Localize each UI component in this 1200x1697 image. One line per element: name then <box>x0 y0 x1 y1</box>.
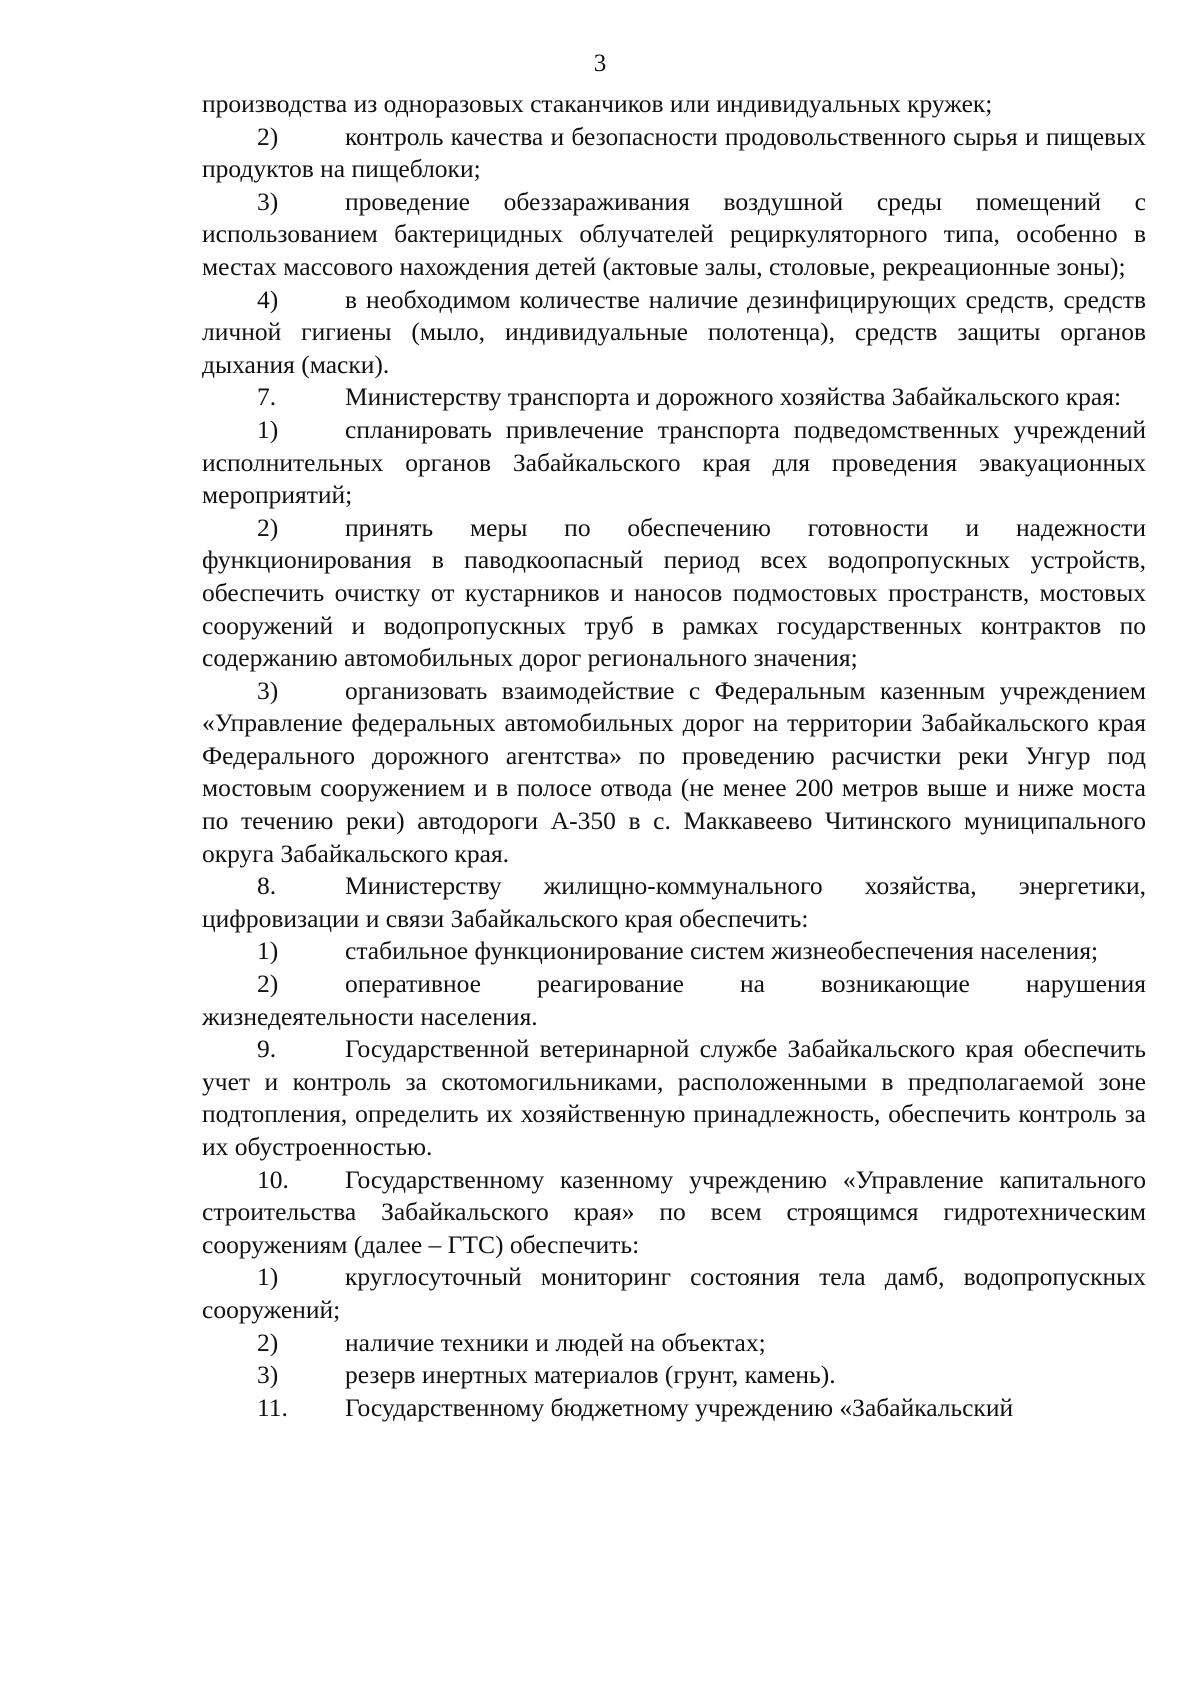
item-number: 2) <box>257 1327 279 1357</box>
list-item <box>202 968 1146 1033</box>
item-number: 4) <box>257 284 279 314</box>
item-number: 2) <box>257 121 279 151</box>
list-item <box>202 1359 1146 1392</box>
item-number: 2) <box>257 512 279 542</box>
section-item <box>202 1392 1146 1425</box>
paragraph-text: наличие техники и людей на объектах; <box>345 1327 766 1357</box>
paragraph-text: принять меры по обеспечению готовности и надежности функционирования в паводкоопасный период всех водопропускных устройств, обеспечить очистку от кустарников и наносов подмостовых пространств, мостовых сооружений и водопропускных труб в рамках государственных контрактов по содержанию автомобильных дорог регионального значения; <box>202 512 1146 673</box>
paragraph-text: Государственной ветеринарной службе Забайкальского края обеспечить учет и контроль за скотомогильниками, расположенными в предполагаемой зоне подтопления, определить их хозяйственную принадлежность, обеспечить контроль за их обустроенностью. <box>202 1034 1146 1161</box>
paragraph-text: контроль качества и безопасности продовольственного сырья и пищевых продуктов на пищеблоки; <box>202 121 1146 184</box>
paragraph-text: производства из одноразовых стаканчиков или индивидуальных кружек; <box>202 89 993 118</box>
list-item <box>202 414 1146 512</box>
item-number: 9. <box>257 1034 277 1064</box>
section-item <box>202 870 1146 935</box>
list-item <box>202 512 1146 675</box>
item-number: 3) <box>257 186 279 216</box>
paragraph-text: Министерству транспорта и дорожного хозяйства Забайкальского края: <box>345 382 1122 412</box>
item-number: 11. <box>257 1392 288 1422</box>
section-item <box>202 1164 1146 1262</box>
paragraph-text: Государственному казенному учреждению «Управление капитального строительства Забайкальского края» по всем строящимся гидротехническим сооружениям (далее – ГТС) обеспечить: <box>202 1164 1146 1259</box>
list-item <box>202 1327 1146 1360</box>
item-number: 1) <box>257 1262 279 1292</box>
list-item <box>202 121 1146 186</box>
paragraph-text: Министерству жилищно-коммунального хозяйства, энергетики, цифровизации и связи Забайкальского края обеспечить: <box>202 871 1146 933</box>
list-item <box>202 284 1146 382</box>
item-number: 2) <box>257 969 279 999</box>
paragraph-text: стабильное функционирование систем жизнеобеспечения населения; <box>345 936 1099 966</box>
list-item <box>202 1261 1146 1326</box>
page-number: 3 <box>593 50 607 77</box>
item-number: 8. <box>257 871 277 901</box>
item-number: 10. <box>257 1164 289 1194</box>
paragraph-text: организовать взаимодействие с Федеральным казенным учреждением «Управление федеральных автомобильных дорог на территории Забайкальского края Федерального дорожного агентства» по проведению расчистки реки Унгур под мостовым сооружением и в полосе отвода (не менее 200 метров выше и ниже моста по течению реки) автодороги А-350 в с. Маккавеево Читинского муниципального округа Забайкальского края. <box>202 675 1146 868</box>
paragraph-text: проведение обеззараживания воздушной среды помещений с использованием бактерицидных облучателей рециркуляторного типа, особенно в местах массового нахождения детей (актовые залы, столовые, рекреационные зоны); <box>202 186 1146 281</box>
paragraph-text: круглосуточный мониторинг состояния тела дамб, водопропускных сооружений; <box>202 1262 1146 1324</box>
paragraph-text: спланировать привлечение транспорта подведомственных учреждений исполнительных органов Забайкальского края для проведения эвакуационных мероприятий; <box>202 414 1146 510</box>
paragraph-text: Государственному бюджетному учреждению «Забайкальский <box>345 1392 1014 1422</box>
list-item <box>202 675 1146 871</box>
paragraph-text: оперативное реагирование на возникающие нарушения жизнедеятельности населения. <box>202 969 1146 1031</box>
item-number: 1) <box>257 936 279 966</box>
item-number: 3) <box>257 1360 279 1390</box>
item-number: 3) <box>257 675 279 705</box>
paragraph-text: в необходимом количестве наличие дезинфицирующих средств, средств личной гигиены (мыло, индивидуальные полотенца), средств защиты органов дыхания (маски). <box>202 284 1146 379</box>
item-number: 1) <box>257 414 279 444</box>
document-body <box>202 88 1146 1424</box>
item-number: 7. <box>257 382 277 412</box>
paragraph-text: резерв инертных материалов (грунт, камень). <box>345 1360 836 1390</box>
list-item <box>202 186 1146 284</box>
section-item <box>202 381 1146 414</box>
paragraph-continuation <box>202 88 1146 121</box>
list-item <box>202 935 1146 968</box>
section-item <box>202 1033 1146 1163</box>
